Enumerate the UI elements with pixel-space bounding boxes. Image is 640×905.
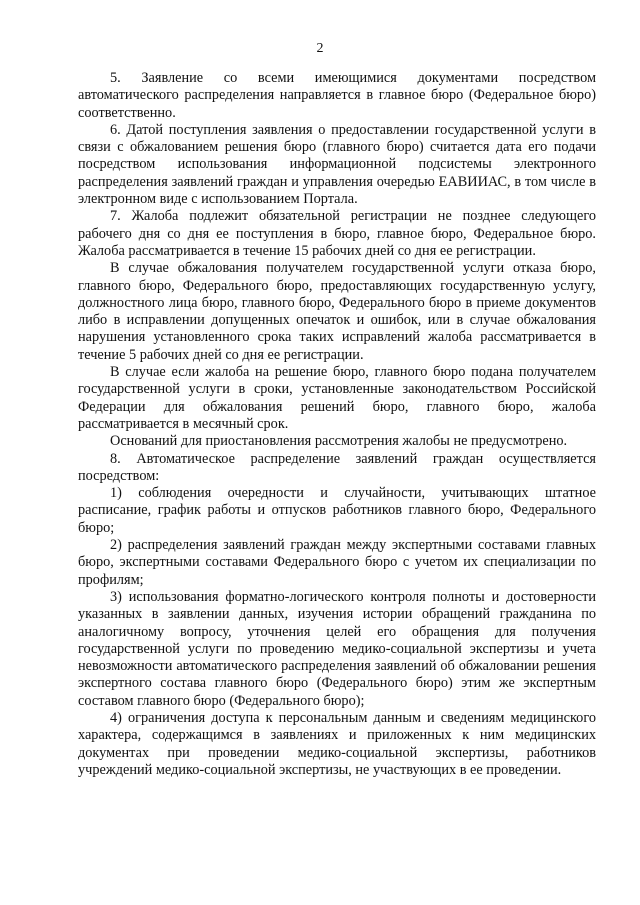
- paragraph-8-item-1: 1) соблюдения очередности и случайности, учитывающих штатное расписание, график работы и отпусков работников главного бюро, Федерального бюро;: [78, 485, 596, 536]
- paragraph-8-item-2: 2) распределения заявлений граждан между экспертными составами главных бюро, экспертными составами Федерального бюро с учетом их специализации по профилям;: [78, 537, 596, 588]
- paragraph-7-appeal-decision: В случае если жалоба на решение бюро, главного бюро подана получателем государственной услуги в сроки, установленные законодательством Российской Федерации для обжалования решений бюро, главного бюро, жалоба рассматривается в месячный срок.: [78, 364, 596, 432]
- paragraph-5: 5. Заявление со всеми имеющимися документами посредством автоматического распределения направляется в главное бюро (Федеральное бюро) соответственно.: [78, 70, 596, 121]
- paragraph-8: 8. Автоматическое распределение заявлений граждан осуществляется посредством:: [78, 450, 596, 484]
- paragraph-8-item-3: 3) использования форматно-логического контроля полноты и достоверности указанных в заявлении данных, изучения истории обращений гражданина по аналогичному вопросу, уточнения целей его обращения для получения государственной услуги по проведению медико-социальной экспертизы и учета невозможности автоматического распределения заявлений об обжаловании решения экспертного состава главного бюро (Федерального бюро) этим же экспертным составом главного бюро (Федерального бюро);: [78, 588, 596, 709]
- paragraph-6: 6. Датой поступления заявления о предоставлении государственной услуги в связи с обжалованием решения бюро (главного бюро) считается дата его подачи посредством использования информационной подсистемы электронного распределения заявлений граждан и управления очередью ЕАВИИАС, в том числе в электронном виде с использованием Портала.: [78, 121, 596, 208]
- paragraph-7-no-suspension: Оснований для приостановления рассмотрения жалобы не предусмотрено.: [110, 433, 568, 450]
- document-body: [78, 70, 596, 779]
- page-number: 2: [316, 41, 324, 56]
- paragraph-8-item-4: 4) ограничения доступа к персональным данным и сведениям медицинского характера, содержащимся в заявлениях и приложенных к ним медицинских документах при проведении медико-социальной экспертизы, работников учреждений медико-социальной экспертизы, не участвующих в ее проведении.: [78, 709, 596, 778]
- paragraph-7: 7. Жалоба подлежит обязательной регистрации не позднее следующего рабочего дня со дня ее поступления в бюро, главное бюро, Федеральное бюро. Жалоба рассматривается в течение 15 рабочих дней со дня ее регистрации.: [78, 208, 596, 259]
- paragraph-7-appeal-refusal: В случае обжалования получателем государственной услуги отказа бюро, главного бюро, Федерального бюро, предоставляющих государственную услугу, должностного лица бюро, главного бюро, Федерального бюро в приеме документов либо в исправлении допущенных опечаток и ошибок, или в случае обжалования нарушения установленного срока таких исправлений жалоба рассматривается в течение 5 рабочих дней со дня ее регистрации.: [78, 260, 596, 363]
